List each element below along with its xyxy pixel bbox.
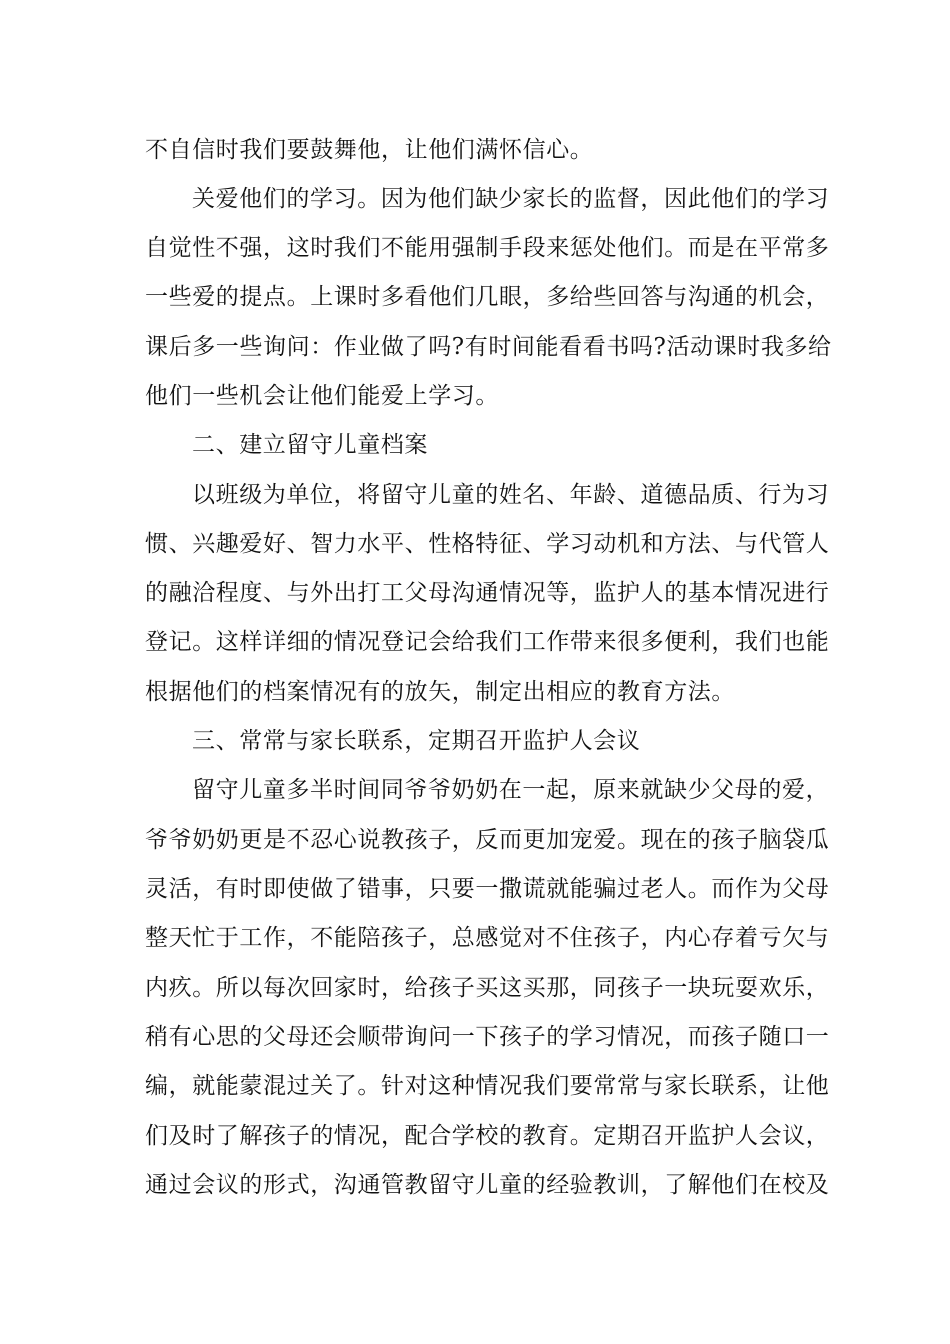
text-line: 灵活，有时即使做了错事，只要一撒谎就能骗过老人。而作为父母: [145, 876, 830, 902]
text-line: 整天忙于工作，不能陪孩子，总感觉对不住孩子，内心存着亏欠与: [145, 925, 830, 951]
paragraph-start-line: 以班级为单位，将留守儿童的姓名、年龄、道德品质、行为习: [192, 482, 830, 508]
text-line: 根据他们的档案情况有的放矢，制定出相应的教育方法。: [145, 679, 735, 705]
paragraph-start-line: 留守儿童多半时间同爷爷奶奶在一起，原来就缺少父母的爱，: [192, 777, 830, 803]
paragraph-start-line: 关爱他们的学习。因为他们缺少家长的监督，因此他们的学习: [192, 186, 830, 212]
section-heading: 三、常常与家长联系，定期召开监护人会议: [192, 728, 641, 754]
text-line: 不自信时我们要鼓舞他，让他们满怀信心。: [145, 137, 594, 163]
text-line: 登记。这样详细的情况登记会给我们工作带来很多便利，我们也能: [145, 629, 830, 655]
text-line: 爷爷奶奶更是不忍心说教孩子，反而更加宠爱。现在的孩子脑袋瓜: [145, 827, 830, 853]
text-line: 的融洽程度、与外出打工父母沟通情况等，监护人的基本情况进行: [145, 580, 830, 606]
text-line: 们及时了解孩子的情况，配合学校的教育。定期召开监护人会议，: [145, 1123, 830, 1149]
text-line: 通过会议的形式，沟通管教留守儿童的经验教训，了解他们在校及: [145, 1172, 830, 1198]
text-line: 内疚。所以每次回家时，给孩子买这买那，同孩子一块玩耍欢乐，: [145, 975, 830, 1001]
text-line: 他们一些机会让他们能爱上学习。: [145, 383, 499, 409]
text-line: 一些爱的提点。上课时多看他们几眼，多给些回答与沟通的机会，: [145, 284, 830, 310]
text-line: 稍有心思的父母还会顺带询问一下孩子的学习情况，而孩子随口一: [145, 1024, 830, 1050]
section-heading: 二、建立留守儿童档案: [192, 432, 428, 458]
text-line: 课后多一些询问：作业做了吗?有时间能看看书吗?活动课时我多给: [145, 334, 832, 360]
text-line: 自觉性不强，这时我们不能用强制手段来惩处他们。而是在平常多: [145, 235, 830, 261]
text-line: 惯、兴趣爱好、智力水平、性格特征、学习动机和方法、与代管人: [145, 531, 830, 557]
text-line: 编，就能蒙混过关了。针对这种情况我们要常常与家长联系，让他: [145, 1073, 830, 1099]
